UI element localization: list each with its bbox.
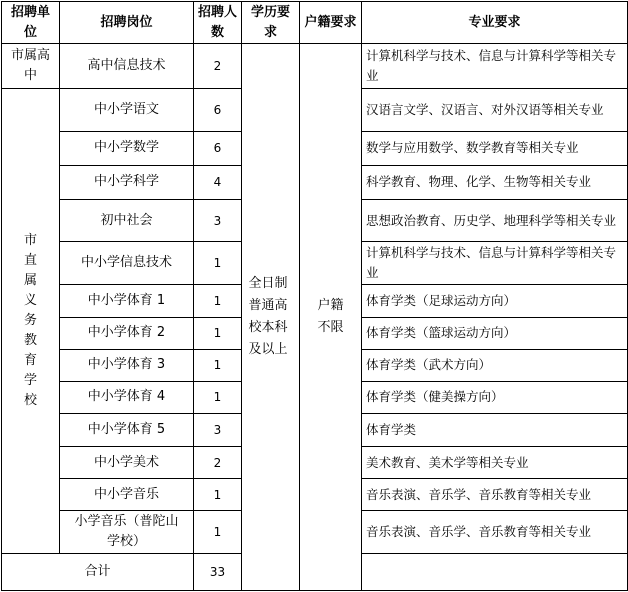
header-count: 招聘人数: [194, 2, 242, 44]
count-cell: 4: [194, 165, 242, 199]
major-cell: 体育学类（健美操方向）: [362, 381, 628, 413]
count-cell: 3: [194, 414, 242, 447]
unit-city-high: 市属高中: [2, 44, 60, 89]
count-cell: 6: [194, 89, 242, 131]
header-education: 学历要求: [242, 2, 300, 44]
major-cell: 计算机科学与技术、信息与计算科学等相关专业: [362, 44, 628, 89]
post-cell: 中小学科学: [60, 165, 194, 199]
count-cell: 1: [194, 285, 242, 317]
count-cell: 2: [194, 447, 242, 479]
post-cell: 中小学体育 4: [60, 381, 194, 413]
count-cell: 1: [194, 511, 242, 553]
major-cell: 思想政治教育、历史学、地理科学等相关专业: [362, 199, 628, 241]
post-cell: 中小学信息技术: [60, 242, 194, 285]
count-cell: 1: [194, 479, 242, 511]
count-cell: 1: [194, 349, 242, 381]
major-cell: 音乐表演、音乐学、音乐教育等相关专业: [362, 511, 628, 553]
post-cell: 中小学体育 3: [60, 349, 194, 381]
post-cell: 初中社会: [60, 199, 194, 241]
header-post: 招聘岗位: [60, 2, 194, 44]
count-cell: 1: [194, 381, 242, 413]
major-cell: 美术教育、美术学等相关专业: [362, 447, 628, 479]
major-cell: 体育学类（足球运动方向）: [362, 285, 628, 317]
header-unit: 招聘单位: [2, 2, 60, 44]
post-cell: 中小学美术: [60, 447, 194, 479]
major-cell: 数学与应用数学、数学教育等相关专业: [362, 131, 628, 165]
count-cell: 1: [194, 242, 242, 285]
total-major-empty: [362, 553, 628, 590]
post-cell: 中小学音乐: [60, 479, 194, 511]
post-cell: 中小学数学: [60, 131, 194, 165]
recruitment-table: [1, 1, 628, 591]
table-row: [2, 44, 628, 89]
major-cell: 汉语言文学、汉语言、对外汉语等相关专业: [362, 89, 628, 131]
post-cell: 中小学语文: [60, 89, 194, 131]
post-cell: 高中信息技术: [60, 44, 194, 89]
major-cell: 体育学类: [362, 414, 628, 447]
header-row: [2, 2, 628, 44]
total-value: 33: [194, 553, 242, 590]
post-cell: 中小学体育 2: [60, 317, 194, 349]
major-cell: 计算机科学与技术、信息与计算科学等相关专业: [362, 242, 628, 285]
major-cell: 体育学类（武术方向）: [362, 349, 628, 381]
count-cell: 6: [194, 131, 242, 165]
post-cell: 中小学体育 1: [60, 285, 194, 317]
unit-school-cell: 市 直 属 义 务 教 育 学 校: [2, 89, 60, 553]
total-label: 合计: [2, 553, 194, 590]
education-cell: 全日制普通高校本科及以上: [242, 44, 300, 591]
count-cell: 1: [194, 317, 242, 349]
count-cell: 3: [194, 199, 242, 241]
hukou-cell: 户籍不限: [300, 44, 362, 591]
major-cell: 科学教育、物理、化学、生物等相关专业: [362, 165, 628, 199]
post-cell: 小学音乐（普陀山学校）: [60, 511, 194, 553]
post-cell: 中小学体育 5: [60, 414, 194, 447]
major-cell: 音乐表演、音乐学、音乐教育等相关专业: [362, 479, 628, 511]
header-hukou: 户籍要求: [300, 2, 362, 44]
header-major: 专业要求: [362, 2, 628, 44]
count-cell: 2: [194, 44, 242, 89]
major-cell: 体育学类（篮球运动方向）: [362, 317, 628, 349]
